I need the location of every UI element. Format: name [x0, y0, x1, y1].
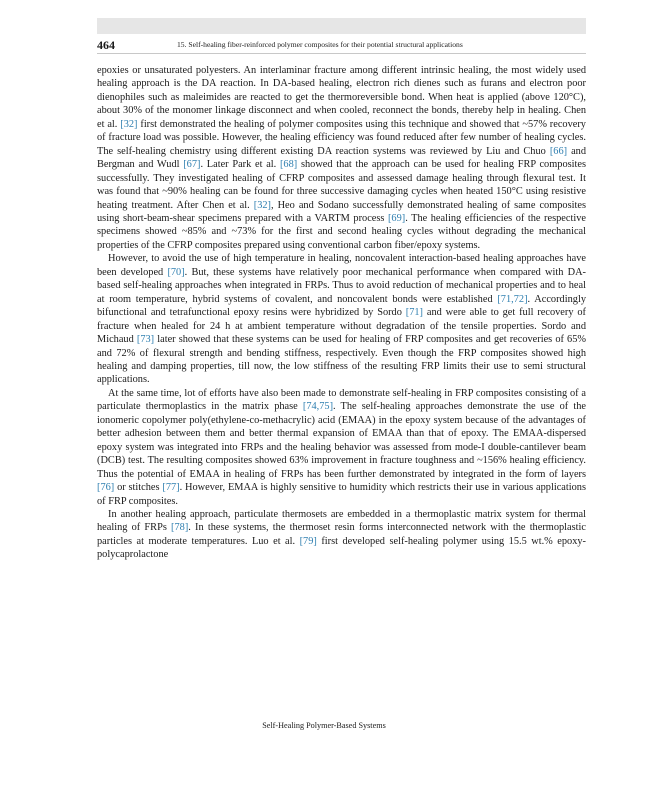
citation-link[interactable]: [67]: [183, 159, 201, 171]
citation-link[interactable]: [71]: [405, 307, 423, 319]
page-number: 464: [97, 38, 115, 52]
paragraph-text: In another healing approach, particulate thermosets are embedded in a thermoplastic matrix system for thermal healing of FRPs: [97, 508, 586, 534]
citation-link[interactable]: [69]: [387, 212, 406, 224]
citation-link[interactable]: [32]: [253, 199, 271, 211]
citation-link[interactable]: [73]: [136, 334, 155, 346]
paragraph-text: . Accordingly bifunctional and tetrafunctional epoxy resins were hybridized by Sordo: [97, 293, 586, 319]
body-text: [97, 64, 586, 562]
header-bar: [97, 18, 586, 34]
citation-link[interactable]: [74,75]: [302, 401, 334, 413]
citation-link[interactable]: [79]: [299, 535, 317, 547]
page-footer: Self-Healing Polymer-Based Systems: [262, 721, 386, 730]
paragraph-text: . The healing efficiencies of the respective specimens showed ~85% and ~73% for the first and second healing cycles without degrading the mechanical properties of the CFRP composites prepared using conventional carbon fiber/epoxy systems.: [97, 212, 586, 251]
paragraph-text: , Heo and Sodano successfully demonstrated healing of same composites using short-beam-shear specimens prepared with a VARTM process: [97, 199, 586, 224]
paragraph: [97, 64, 586, 252]
citation-link[interactable]: [66]: [549, 145, 568, 157]
paragraph-text: first demonstrated the healing of polymer composites using this technique and showed that ~57% recovery of fracture load was possible. However, the healing efficiency was found reduced after few number of healing cycles. The self-healing chemistry using different existing DA reaction systems was reviewed by Liu and Chuo: [97, 118, 586, 157]
citation-link[interactable]: [32]: [120, 118, 138, 130]
paragraph-text: first developed self-healing polymer using 15.5 wt.% epoxy-polycaprolactone: [97, 535, 586, 561]
paragraph-text: epoxies or unsaturated polyesters. An interlaminar fracture among different intrinsic healing, the most widely used healing approach is the DA reaction. In DA-based healing, electron rich dienes such as furans and electron poor dienophiles such as maleimides are reacted to get the thermoreversible bond. When heat is applied (above 120°C), about 30% of the monomer linkage disconnect and when cooled, reconnect the bonds, thereby help in healing. Chen et al.: [97, 65, 586, 130]
paragraph: [97, 252, 586, 387]
paragraph-text: later showed that these systems can be used for healing of FRP composites and get recoveries of 65% and 72% of flexural strength and bending stiffness, respectively. Even though the FRP composites showed high healing and damping properties, till now, the low stiffness of the resulting FRP limits their use to semi structural applications.: [97, 334, 587, 386]
paragraph-text: . Later Park et al.: [200, 159, 280, 171]
paragraph-text: or stitches: [114, 482, 163, 494]
paragraph-text: However, to avoid the use of high temperature in healing, noncovalent interaction-based healing approaches have been developed: [97, 253, 586, 278]
citation-link[interactable]: [78]: [171, 522, 189, 534]
paragraph-text: . The self-healing approaches demonstrate the use of the ionomeric copolymer poly(ethylene-co-methacrylic) acid (EMAA) in the epoxy system because of the advantages of better adhesion between them and better thermal expansion of EMAA than that of epoxy. The EMAA-dispersed epoxy system was integrated into FRPs and the healing behavior was assessed from mode-I double-cantilever beam (DCB) test. The resulting composites showed 63% improvement in fracture toughness and ~156% healing efficiency. Thus the potential of EMAA in healing of FRPs has been further demonstrated by integrated in the form of layers: [97, 401, 586, 480]
paragraph-text: . However, EMAA is highly sensitive to humidity which restricts their use in various applications of FRP composites.: [97, 482, 586, 507]
page-header: [97, 37, 586, 54]
citation-link[interactable]: [76]: [97, 482, 115, 494]
citation-link[interactable]: [70]: [167, 266, 185, 278]
paragraph-text: showed that the approach can be used for healing FRP composites successfully. They investigated healing of CFRP composites and assessed damage healing through flexural test. It was found that ~90% healing can be found for three successive damaging cycles when heated 150°C using resistive heating treatment. After Chen et al.: [97, 159, 587, 211]
paragraph-text: At the same time, lot of efforts have also been made to demonstrate self-healing in FRP composites consisting of a particulate thermoplastics in the matrix phase: [97, 387, 586, 413]
paragraph-text: and Bergman and Wudl: [97, 145, 587, 171]
citation-link[interactable]: [71,72]: [497, 293, 528, 305]
citation-link[interactable]: [68]: [279, 159, 298, 171]
paragraph-text: . But, these systems have relatively poor mechanical performance when compared with DA-based self-healing approaches when integrated in FRPs. Thus to avoid reduction of mechanical properties and to heal at room temperature, hybrid systems of covalent, and noncovalent bonds were established: [97, 266, 586, 305]
paragraph-text: . In these systems, the thermoset resin forms interconnected network with the thermoplastic particles at moderate temperatures. Luo et al.: [97, 522, 586, 547]
paragraph-text: and were able to get full recovery of fracture when healed for 24 h at ambient temperature without degradation of the tensile properties. Sordo and Michaud: [97, 307, 586, 346]
running-title: 15. Self-healing fiber-reinforced polymer composites for their potential structural applications: [177, 40, 463, 49]
paragraph: [97, 387, 586, 508]
paragraph: [97, 508, 586, 562]
citation-link[interactable]: [77]: [162, 482, 180, 494]
